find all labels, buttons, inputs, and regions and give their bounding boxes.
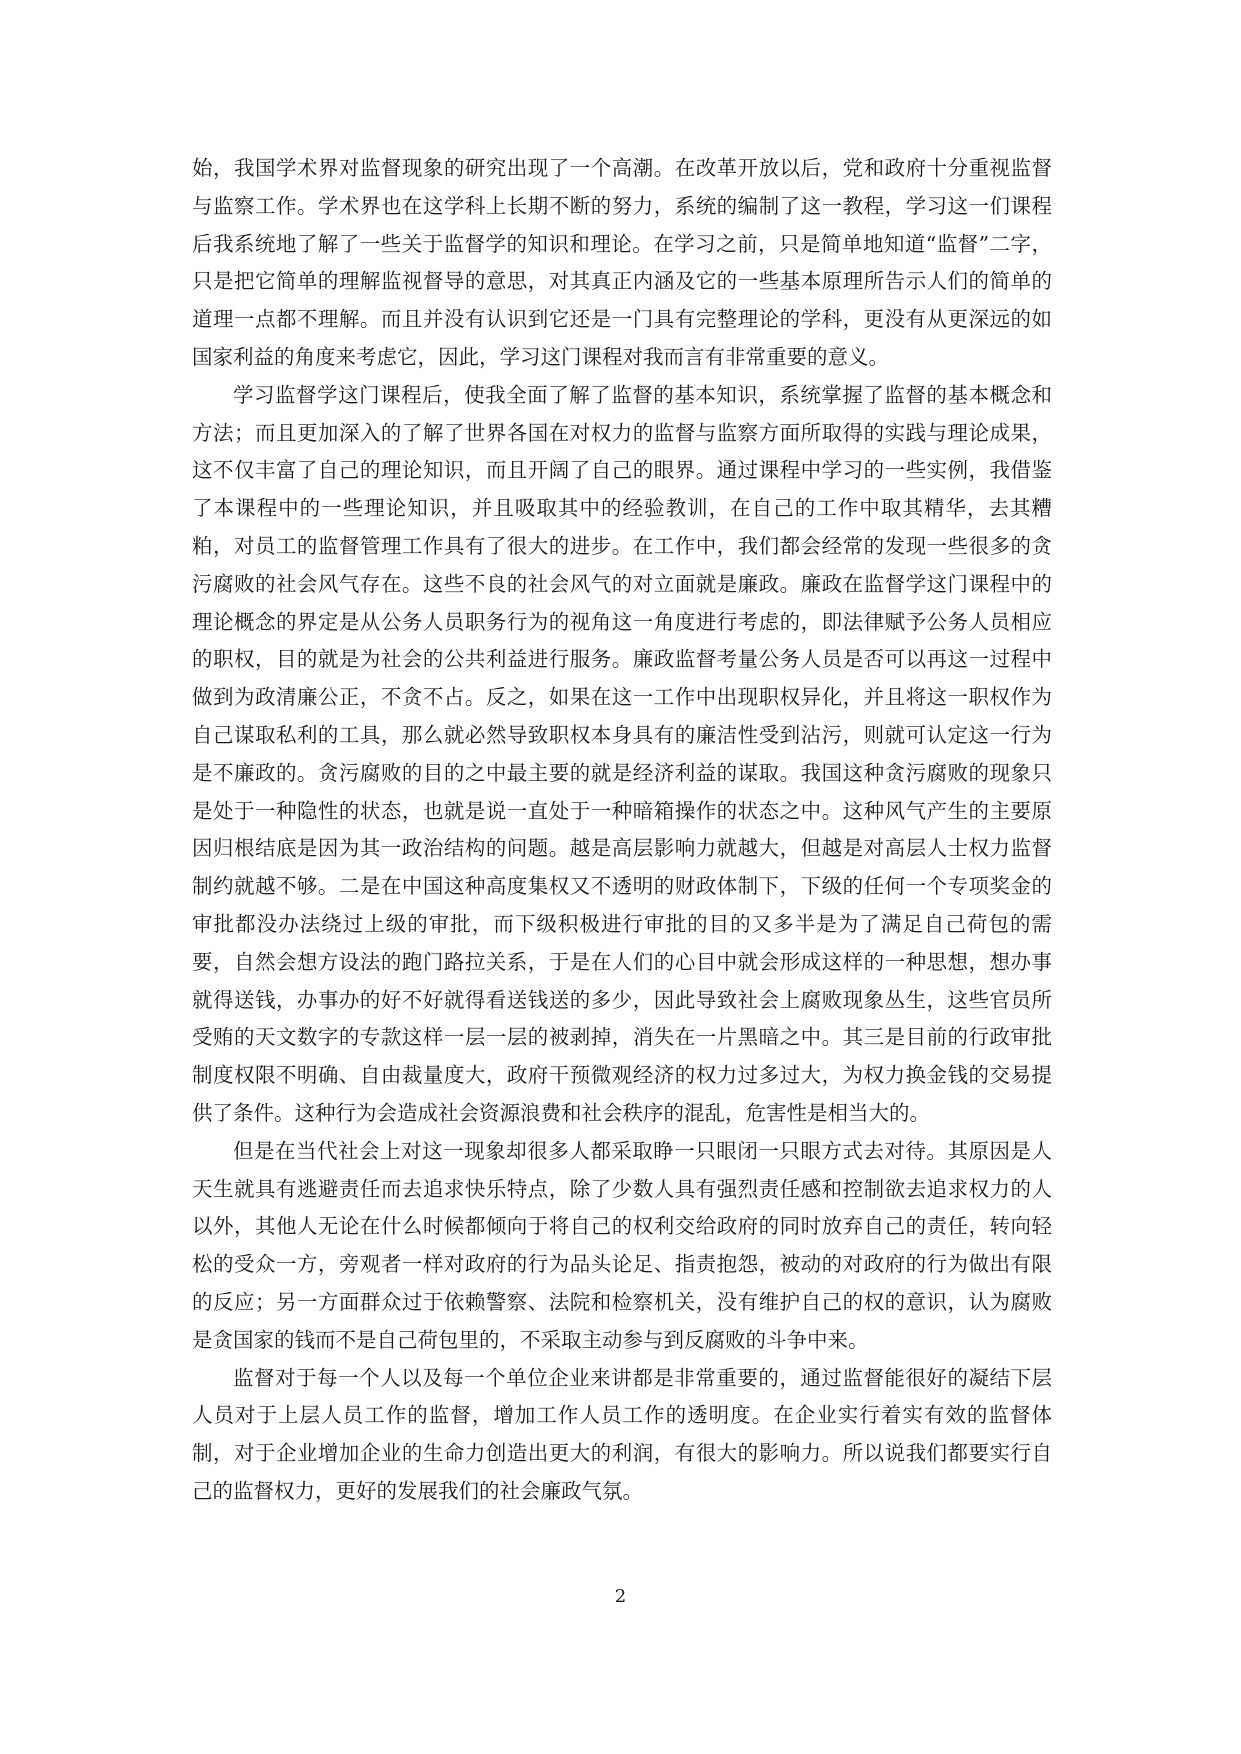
document-body (192, 150, 1052, 1511)
page-number: 2 (614, 1586, 627, 1607)
paragraph-2: 学习监督学这门课程后，使我全面了解了监督的基本知识，系统掌握了监督的基本概念和方法；而且更加深入的了解了世界各国在对权力的监督与监察方面所取得的实践与理论成果，这不仅丰富了自己的理论知识，而且开阔了自己的眼界。通过课程中学习的一些实例，我借鉴了本课程中的一些理论知识，并且吸取其中的经验教训，在自己的工作中取其精华，去其糟粕，对员工的监督管理工作具有了很大的进步。在工作中，我们都会经常的发现一些很多的贪污腐败的社会风气存在。这些不良的社会风气的对立面就是廉政。廉政在监督学这门课程中的理论概念的界定是从公务人员职务行为的视角这一角度进行考虑的，即法律赋予公务人员相应的职权，目的就是为社会的公共利益进行服务。廉政监督考量公务人员是否可以再这一过程中做到为政清廉公正，不贪不占。反之，如果在这一工作中出现职权异化，并且将这一职权作为自己谋取私利的工具，那么就必然导致职权本身具有的廉洁性受到沾污，则就可认定这一行为是不廉政的。贪污腐败的目的之中最主要的就是经济利益的谋取。我国这种贪污腐败的现象只是处于一种隐性的状态，也就是说一直处于一种暗箱操作的状态之中。这种风气产生的主要原因归根结底是因为其一政治结构的问题。越是高层影响力就越大，但越是对高层人士权力监督制约就越不够。二是在中国这种高度集权又不透明的财政体制下，下级的任何一个专项奖金的审批都没办法绕过上级的审批，而下级积极进行审批的目的又多半是为了满足自己荷包的需要，自然会想方设法的跑门路拉关系，于是在人们的心目中就会形成这样的一种思想，想办事就得送钱，办事办的好不好就得看送钱送的多少，因此导致社会上腐败现象丛生，这些官员所受贿的天文数字的专款这样一层一层的被剥掉，消失在一片黑暗之中。其三是目前的行政审批制度权限不明确、自由裁量度大，政府干预微观经济的权力过多过大，为权力换金钱的交易提供了条件。这种行为会造成社会资源浪费和社会秩序的混乱，危害性是相当大的。 (192, 382, 1052, 1125)
paragraph-3: 但是在当代社会上对这一现象却很多人都采取睁一只眼闭一只眼方式去对待。其原因是人天生就具有逃避责任而去追求快乐特点，除了少数人具有强烈责任感和控制欲去追求权力的人以外，其他人无论在什么时候都倾向于将自己的权利交给政府的同时放弃自己的责任，转向轻松的受众一方，旁观者一样对政府的行为品头论足、指责抱怨，被动的对政府的行为做出有限的反应；另一方面群众过于依赖警察、法院和检察机关，没有维护自己的权的意识，认为腐败是贪国家的钱而不是自己荷包里的，不采取主动参与到反腐败的斗争中来。 (192, 1138, 1052, 1352)
paragraph-4: 监督对于每一个人以及每一个单位企业来讲都是非常重要的，通过监督能很好的凝结下层人员对于上层人员工作的监督，增加工作人员工作的透明度。在企业实行着实有效的监督体制，对于企业增加企业的生命力创造出更大的利润，有很大的影响力。所以说我们都要实行自己的监督权力，更好的发展我们的社会廉政气氛。 (192, 1365, 1052, 1503)
paragraph-1: 始，我国学术界对监督现象的研究出现了一个高潮。在改革开放以后，党和政府十分重视监督与监察工作。学术界也在这学科上长期不断的努力，系统的编制了这一教程，学习这一们课程后我系统地了解了一些关于监督学的知识和理论。在学习之前，只是简单地知道“监督”二字，只是把它简单的理解监视督导的意思，对其真正内涵及它的一些基本原理所告示人们的简单的道理一点都不理解。而且并没有认识到它还是一门具有完整理论的学科，更没有从更深远的如国家利益的角度来考虑它，因此，学习这门课程对我而言有非常重要的意义。 (192, 156, 1052, 369)
